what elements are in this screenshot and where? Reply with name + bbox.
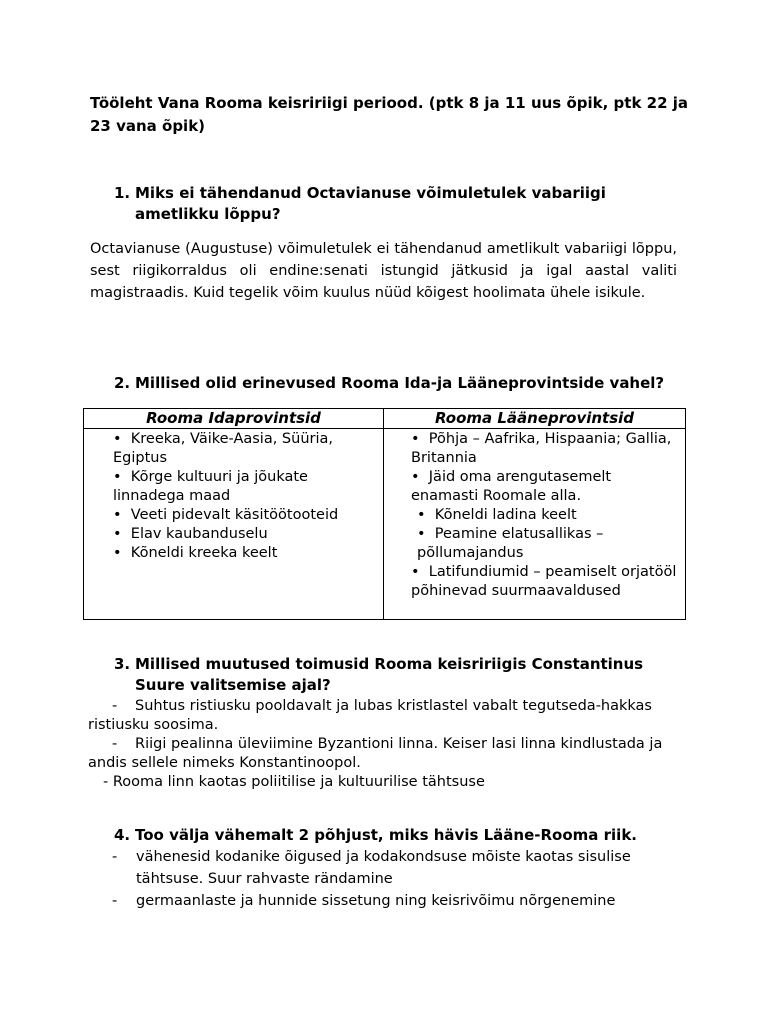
list-item: • Kõrge kultuuri ja jõukate linnadega maad — [113, 469, 308, 504]
table-header-row — [84, 409, 686, 429]
dash-marker: - — [112, 849, 118, 865]
question-number: 3. — [114, 655, 131, 673]
list-item: - Rooma linn kaotas poliitilise ja kultuurilise tähtsuse — [103, 774, 485, 790]
question-number: 2. — [114, 374, 131, 392]
answer-1: Octavianuse (Augustuse) võimuletulek ei tähendanud ametlikult vabariigi lõppu, sest riigikorraldus oli endine:senati istungid jätkusid ja igal aastal valiti magistraadis. Kuid tegelik võim kuulus nüüd kõigest hoolimata ühele isikule. — [90, 241, 677, 301]
bullet-icon: • — [417, 526, 435, 542]
question-text: Millised muutused toimusid Rooma keisririigis Constantinus Suure valitsemise ajal? — [135, 655, 644, 694]
column-header-west: Rooma Lääneprovintsid — [384, 409, 686, 429]
list-item: • Kreeka, Väike-Aasia, Süüria, Egiptus — [113, 431, 334, 466]
list-item: • Kõneldi kreeka keelt — [113, 545, 278, 561]
list-item: • Elav kaubanduselu — [113, 526, 268, 542]
question-4 — [114, 825, 694, 846]
bullet-icon: • — [411, 564, 429, 580]
provinces-table — [83, 408, 686, 620]
list-item: - Suhtus ristiusku pooldavalt ja lubas kristlastel vabalt tegutseda-hakkas ristiusku soosima. — [88, 698, 652, 733]
list-item: • Latifundiumid – peamiselt orjatööl põhinevad suurmaavaldused — [411, 564, 677, 599]
list-item: • Kõneldi ladina keelt — [417, 507, 577, 523]
bullet-icon: • — [411, 469, 429, 485]
answer-4-list — [112, 846, 692, 912]
worksheet-title: Tööleht Vana Rooma keisririigi periood. (ptk 8 ja 11 uus õpik, ptk 22 ja 23 vana õpik) — [90, 94, 689, 135]
question-number: 4. — [114, 826, 131, 844]
dash-marker: - — [112, 893, 118, 909]
dash-marker: - — [112, 736, 118, 752]
bullet-icon: • — [411, 431, 429, 447]
dash-marker: - — [112, 698, 118, 714]
list-item: • Põhja – Aafrika, Hispaania; Gallia, Britannia — [411, 431, 672, 466]
east-provinces-cell — [84, 429, 384, 620]
column-header-east: Rooma Idaprovintsid — [84, 409, 384, 429]
list-item: - Riigi pealinna üleviimine Byzantioni linna. Keiser lasi linna kindlustada ja andis sellele nimeks Konstantinoopol. — [88, 736, 663, 771]
list-item: • Veeti pidevalt käsitöötooteid — [113, 507, 339, 523]
list-item: • Peamine elatusallikas – põllumajandus — [417, 526, 604, 561]
question-text: Miks ei tähendanud Octavianuse võimuletulek vabariigi ametlikku lõppu? — [135, 184, 606, 223]
question-2 — [114, 373, 694, 394]
bullet-icon: • — [417, 507, 435, 523]
bullet-icon: • — [113, 507, 131, 523]
bullet-icon: • — [113, 469, 131, 485]
list-item: - vähenesid kodanike õigused ja kodakondsuse mõiste kaotas sisulise tähtsuse. Suur rahvaste rändamine — [112, 846, 692, 890]
bullet-icon: • — [113, 526, 131, 542]
list-item: • Jäid oma arengutasemelt enamasti Roomale alla. — [411, 469, 612, 504]
west-provinces-cell — [384, 429, 686, 620]
table-row — [84, 429, 686, 620]
question-1 — [114, 183, 694, 225]
list-item: - germaanlaste ja hunnide sissetung ning keisrivõimu nõrgenemine — [112, 890, 692, 912]
question-3 — [114, 654, 694, 696]
question-text: Millised olid erinevused Rooma Ida-ja Lääneprovintside vahel? — [135, 374, 665, 392]
bullet-icon: • — [113, 431, 131, 447]
question-number: 1. — [114, 184, 131, 202]
answer-3-list — [88, 697, 688, 792]
bullet-icon: • — [113, 545, 131, 561]
question-text: Too välja vähemalt 2 põhjust, miks hävis Lääne-Rooma riik. — [135, 826, 637, 844]
